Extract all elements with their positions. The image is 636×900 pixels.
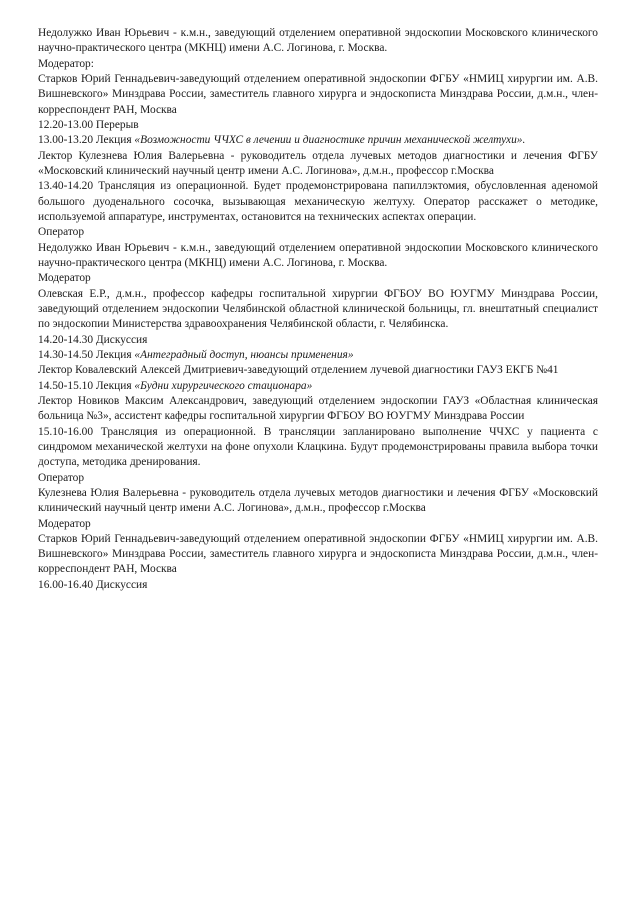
lecture-1450-title: «Будни хирургического стационара» (134, 379, 313, 392)
moderator-label-2: Модератор (38, 272, 91, 285)
schedule-item-broadcast-1340: 13.40-14.20 Трансляция из операционной. Будет продемонстрирована папиллэктомия, обусловленная аденомой большого дуоденального сосочка, вызывающая механическую желтуху. Оператор расскажет о методике, используемой аппаратуре, инструментах, остановится на технических аспектах операции. (38, 180, 598, 223)
moderator-olevskaya-block: Олевская Е.Р., д.м.н., профессор кафедры госпитальной хирургии ФГБОУ ВО ЮУГМУ Минздрава России, заведующий отделением эндоскопии Челябинской областной клинической больницы, гл. внештатный специалист по эндоскопии Министерства здравоохранения Челябинской области, г. Челябинска. (38, 287, 598, 331)
schedule-item-discussion-1600: 16.00-16.40 Дискуссия (38, 578, 148, 591)
operator-label-1: Оператор (38, 226, 85, 239)
operator-label-2: Оператор (38, 471, 85, 484)
operator-nedoluzhko-block-2: Недолужко Иван Юрьевич - к.м.н., заведующий отделением оперативной эндоскопии Московского клинического научно-практического центра (МКНЦ) имени А.С. Логинова, г. Москва. (38, 241, 598, 269)
moderator-starkov-block-2: Старков Юрий Геннадьевич-заведующий отделением оперативной эндоскопии ФГБУ «НМИЦ хирургии им. А.В. Вишневского» Минздрава России, заместитель главного хирурга и эндоскописта Минздрава России, д.м.н., член-корреспондент РАН, Москва (38, 532, 598, 576)
schedule-item-broadcast-1510: 15.10-16.00 Трансляция из операционной. В трансляции запланировано выполнение ЧЧХС у пациента с синдромом механической желтухи на фоне опухоли Клацкина. Будут продемонстрированы правила выбора точки доступа, методика дренирования. (38, 425, 598, 469)
schedule-item-lecture-1430 (38, 348, 598, 363)
speaker-nedoluzhko-block-1: Недолужко Иван Юрьевич - к.м.н., заведующий отделением оперативной эндоскопии Московского клинического научно-практического центра (МКНЦ) имени А.С. Логинова, г. Москва. (38, 27, 598, 55)
lecture-1300-title: «Возможности ЧЧХС в лечении и диагностике причин механической желтухи». (134, 134, 526, 147)
lecture-1300-time: 13.00-13.20 Лекция (38, 134, 135, 147)
schedule-item-lecture-1300 (38, 133, 598, 148)
lecturer-kovalevsky-block: Лектор Ковалевский Алексей Дмитриевич-заведующий отделением лучевой диагностики ГАУЗ ЕКГБ №41 (38, 364, 559, 377)
lecture-1450-time: 14.50-15.10 Лекция (38, 379, 135, 392)
lecturer-kuleznyeva-block-1: Лектор Кулезнева Юлия Валерьевна - руководитель отдела лучевых методов диагностики и лечения ФГБУ «Московский клинический научный центр имени А.С. Логинова», д.м.н., профессор г.Москва (38, 149, 598, 177)
lecturer-novikov-block: Лектор Новиков Максим Александрович, заведующий отделением эндоскопии ГАУЗ «Областная клиническая больница №3», ассистент кафедры госпитальной хирургии ФГБОУ ВО ЮУГМУ Минздрава России (38, 394, 598, 423)
document-body (38, 26, 598, 593)
operator-kuleznyeva-block-2: Кулезнева Юлия Валерьевна - руководитель отдела лучевых методов диагностики и лечения ФГБУ «Московский клинический научный центр имени А.С. Логинова», д.м.н., профессор г.Москва (38, 486, 598, 515)
moderator-label-1: Модератор: (38, 57, 94, 70)
schedule-item-break-1220: 12.20-13.00 Перерыв (38, 118, 139, 131)
lecture-1430-time: 14.30-14.50 Лекция (38, 348, 135, 361)
moderator-label-3: Модератор (38, 517, 91, 530)
moderator-starkov-block-1: Старков Юрий Геннадьевич-заведующий отделением оперативной эндоскопии ФГБУ «НМИЦ хирургии им. А.В. Вишневского» Минздрава России, заместитель главного хирурга и эндоскописта Минздрава России, д.м.н., член-корреспондент РАН, Москва (38, 72, 598, 116)
lecture-1430-title: «Антеградный доступ, нюансы применения» (134, 348, 354, 361)
schedule-item-lecture-1450 (38, 379, 598, 394)
schedule-item-discussion-1420: 14.20-14.30 Дискуссия (38, 333, 148, 346)
